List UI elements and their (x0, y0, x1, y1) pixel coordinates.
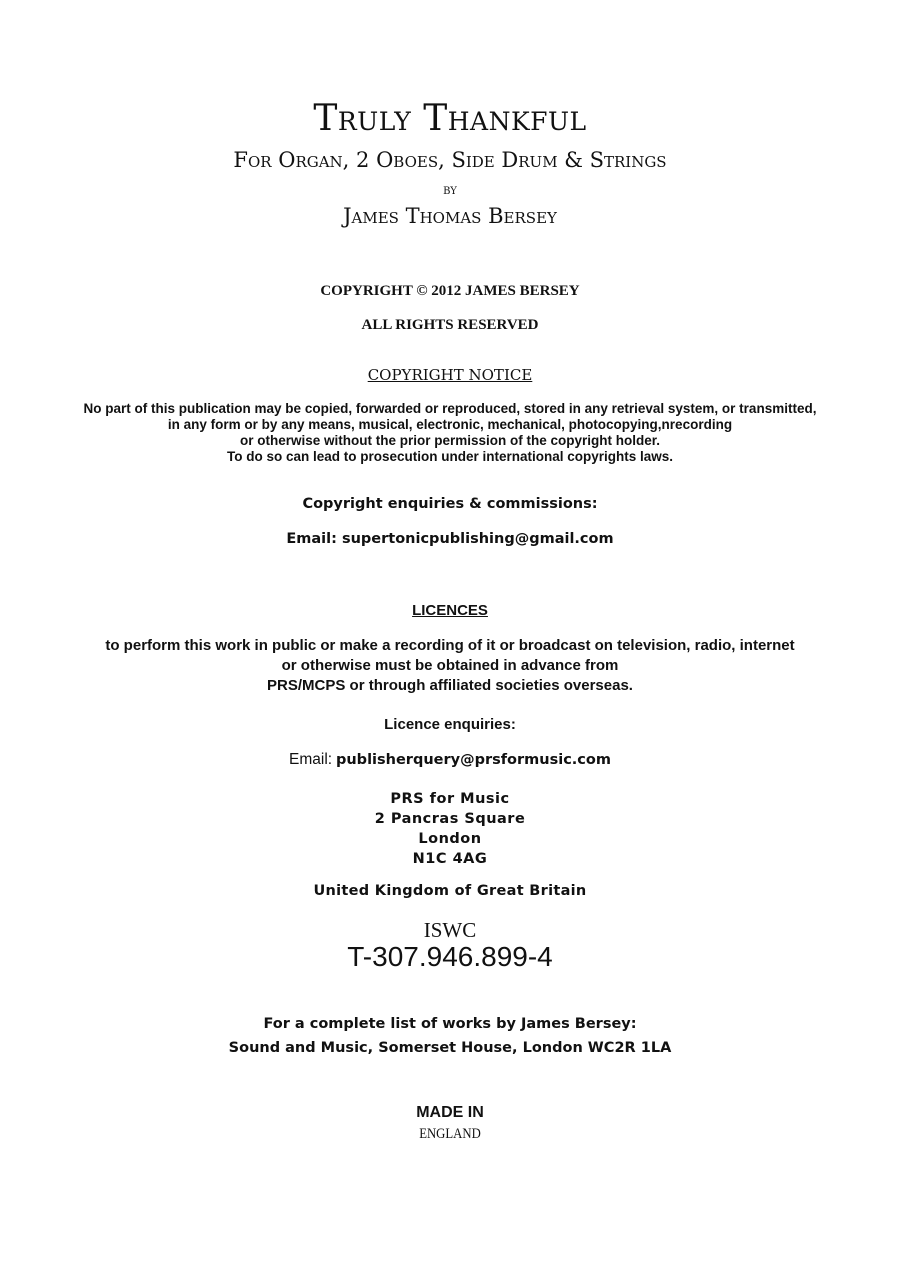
licence-email-line (0, 751, 900, 769)
address-line: PRS for Music (390, 791, 510, 807)
address-line: N1C 4AG (412, 851, 488, 867)
address-line: 2 Pancras Square (374, 811, 526, 827)
iswc-code: T-307.946.899-4 (347, 941, 553, 972)
licences-text (0, 636, 900, 696)
instrumentation-subtitle: For Organ, 2 Oboes, Side Drum & Strings (233, 148, 667, 172)
prs-address (0, 789, 900, 869)
address-line: London (418, 831, 482, 847)
works-source-line: Sound and Music, Somerset House, London WC2R 1LA (228, 1040, 672, 1056)
notice-line: or otherwise without the prior permission of the copyright holder. (239, 433, 661, 448)
notice-line: No part of this publication may be copied, forwarded or reproduced, stored in any retrieval system, or transmitted, (83, 401, 817, 416)
copyright-email[interactable]: Email: supertonicpublishing@gmail.com (286, 531, 614, 547)
made-in-country: ENGLAND (419, 1126, 481, 1142)
composer-name: James Thomas Bersey (343, 204, 557, 228)
licence-line: PRS/MCPS or through affiliated societies overseas. (267, 677, 633, 694)
iswc-label: ISWC (423, 918, 477, 942)
copyright-line: COPYRIGHT © 2012 JAMES BERSEY (320, 283, 580, 299)
licences-heading: LICENCES (412, 602, 488, 619)
notice-line: To do so can lead to prosecution under international copyrights laws. (226, 449, 674, 464)
rights-reserved-line: ALL RIGHTS RESERVED (361, 317, 539, 333)
notice-line: in any form or by any means, musical, electronic, mechanical, photocopying,nrecording (167, 417, 733, 432)
licence-enquiries-label: Licence enquiries: (384, 716, 516, 733)
copyright-enquiries-label: Copyright enquiries & commissions: (302, 496, 598, 512)
copyright-notice-text (0, 401, 900, 465)
by-label: by (443, 182, 457, 198)
made-in-label: MADE IN (416, 1104, 484, 1121)
licence-line: or otherwise must be obtained in advance from (281, 657, 619, 674)
licence-email-label: Email: (289, 751, 333, 768)
score-title: Truly Thankful (313, 98, 587, 139)
address-country: United Kingdom of Great Britain (313, 883, 587, 899)
licence-email-address[interactable]: publisherquery@prsformusic.com (335, 752, 611, 768)
works-list-line: For a complete list of works by James Bersey: (263, 1016, 637, 1032)
copyright-notice-heading: COPYRIGHT NOTICE (367, 366, 533, 384)
licence-line: to perform this work in public or make a recording of it or broadcast on television, radio, internet (105, 637, 795, 654)
